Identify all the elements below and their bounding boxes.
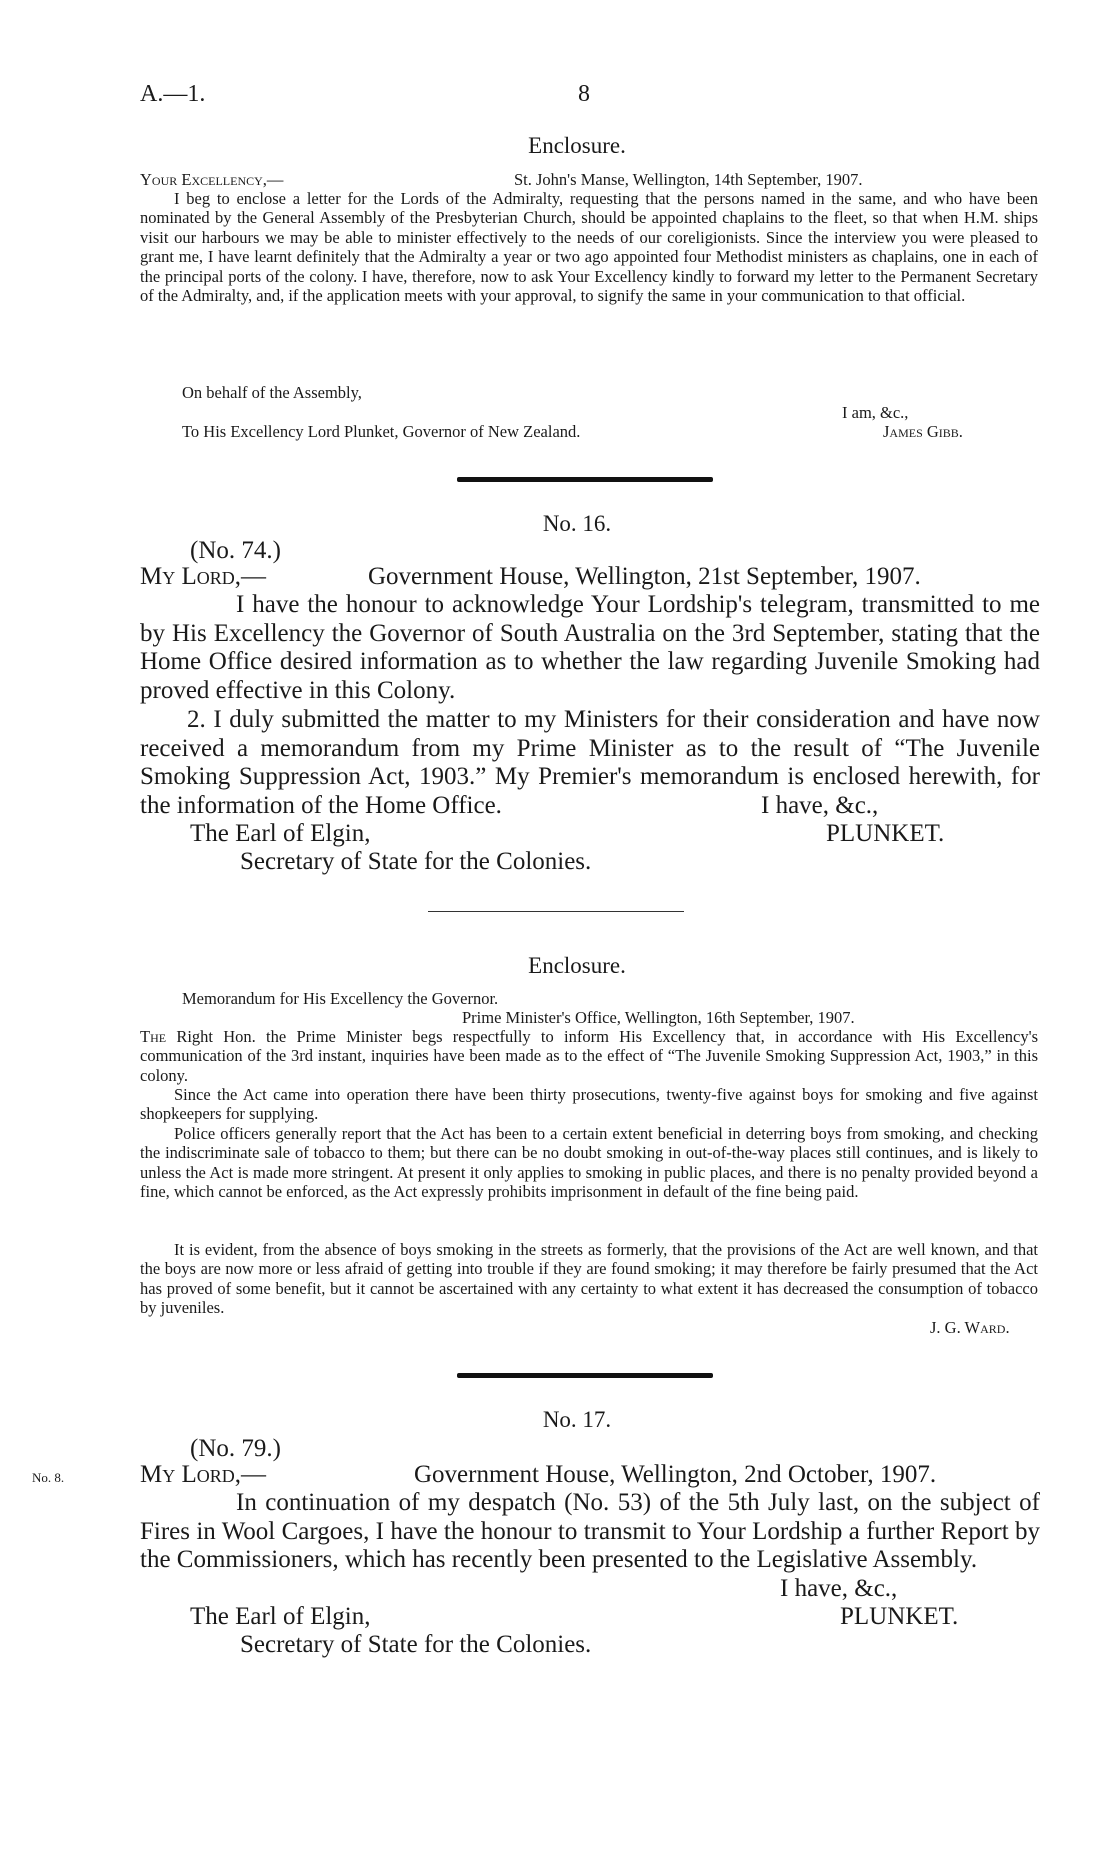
section-divider [428, 911, 684, 912]
recipient-title: Secretary of State for the Colonies. [240, 1631, 592, 1658]
letter-address: Government House, Wellington, 2nd October, 1907. [414, 1461, 937, 1488]
letter-paragraph-1: I have the honour to acknowledge Your Lordship's telegram, transmitted to me by His Excellency the Governor of South Australia on the 3rd September, stating that the Home Office desired information as to whether the law regarding Juvenile Smoking had proved effective in this Colony. [140, 591, 1040, 704]
enclosure-heading: Enclosure. [528, 133, 626, 158]
enclosure-heading: Enclosure. [528, 953, 626, 978]
section-heading-no-16: No. 16. [542, 511, 612, 536]
signature: PLUNKET. [840, 1603, 959, 1630]
on-behalf-line: On behalf of the Assembly, [182, 383, 362, 402]
closing-line: I have, &c., [761, 792, 879, 819]
letter-paragraph-1: In continuation of my despatch (No. 53) of the 5th July last, on the subject of Fires in Wool Cargoes, I have the honour to transmit to Your Lordship a further Report by the Commissioners, which has recently been presented to the Legislative Assembly. [140, 1489, 1040, 1574]
salutation: My Lord,— [140, 1461, 267, 1488]
memo-lead-word: The [140, 1027, 167, 1046]
memo-paragraph-4: It is evident, from the absence of boys smoking in the streets as formerly, that the provisions of the Act are well known, and that the boys are now more or less afraid of getting into trouble if they are found smoking; it may therefore be fairly presumed that the Act has proved of some benefit, but it cannot be ascertained with any certainty to what extent it has decreased the consumption of tobacco by juveniles. [140, 1240, 1038, 1318]
margin-note: No. 8. [32, 1470, 65, 1485]
memo-paragraph-2: Since the Act came into operation there have been thirty prosecutions, twenty-five against boys for smoking and five against shopkeepers for supplying. [140, 1085, 1038, 1124]
memo-paragraph-1 [140, 1027, 1038, 1085]
letter-address: Government House, Wellington, 21st September, 1907. [368, 563, 921, 590]
section-divider [457, 477, 713, 482]
signature: James Gibb. [883, 422, 963, 441]
letter-paragraph-2: 2. I duly submitted the matter to my Ministers for their consideration and have now received a memorandum from my Prime Minister as to the result of “The Juvenile Smoking Suppression Act, 1903.” My Premier's memorandum is enclosed herewith, for the information of the Home Office. [140, 706, 1040, 819]
section-heading-no-17: No. 17. [542, 1407, 612, 1432]
salutation: My Lord,— [140, 563, 267, 590]
closing-line: I am, &c., [842, 403, 909, 422]
page-number: 8 [578, 81, 590, 107]
despatch-reference: (No. 74.) [190, 537, 281, 564]
memo-address: Prime Minister's Office, Wellington, 16th September, 1907. [462, 1008, 855, 1027]
signature: J. G. Ward. [922, 1318, 1010, 1337]
salutation: Your Excellency,— [140, 170, 284, 189]
letter-address: St. John's Manse, Wellington, 14th September, 1907. [514, 170, 863, 189]
closing-line: I have, &c., [770, 1575, 897, 1604]
memo-paragraph-1-text: Right Hon. the Prime Minister begs respectfully to inform His Excellency that, in accordance with His Excellency's communication of the 3rd instant, inquiries have been made as to the effect of “The Juvenile Smoking Suppression Act, 1903,” in this colony. [140, 1027, 1038, 1085]
letter-body: I beg to enclose a letter for the Lords of the Admiralty, requesting that the persons named in the same, and who have been nominated by the General Assembly of the Presbyterian Church, should be appointed chaplains to the fleet, so that when H.M. ships visit our harbours we may be able to minister effectively to the needs of our coreligionists. Since the interview you were pleased to grant me, I have learnt definitely that the Admiralty a year or two ago appointed four Methodist ministers as chaplains, one in each of the principal ports of the colony. I have, therefore, now to ask Your Excellency kindly to forward my letter to the Permanent Secretary of the Admiralty, and, if the application meets with your approval, to signify the same in your communication to that official. [140, 189, 1038, 306]
recipient-name: The Earl of Elgin, [190, 1603, 371, 1630]
memo-paragraph-3: Police officers generally report that the Act has been to a certain extent beneficial in deterring boys from smoking, and checking the indiscriminate sale of tobacco to them; but there can be no doubt smoking in out-of-the-way places still continues, and is likely to unless the Act is made more stringent. At present it only applies to smoking in public places, and there is no penalty provided beyond a fine, which cannot be enforced, as the Act expressly prohibits imprisonment in default of the fine being paid. [140, 1124, 1038, 1202]
memo-line: Memorandum for His Excellency the Governor. [182, 989, 499, 1008]
document-reference: A.—1. [140, 81, 206, 107]
addressee-line: To His Excellency Lord Plunket, Governor of New Zealand. [182, 422, 581, 441]
section-divider [457, 1373, 713, 1378]
despatch-reference: (No. 79.) [190, 1435, 281, 1462]
signature: PLUNKET. [826, 820, 945, 847]
recipient-name: The Earl of Elgin, [190, 820, 371, 847]
recipient-title: Secretary of State for the Colonies. [240, 848, 592, 875]
